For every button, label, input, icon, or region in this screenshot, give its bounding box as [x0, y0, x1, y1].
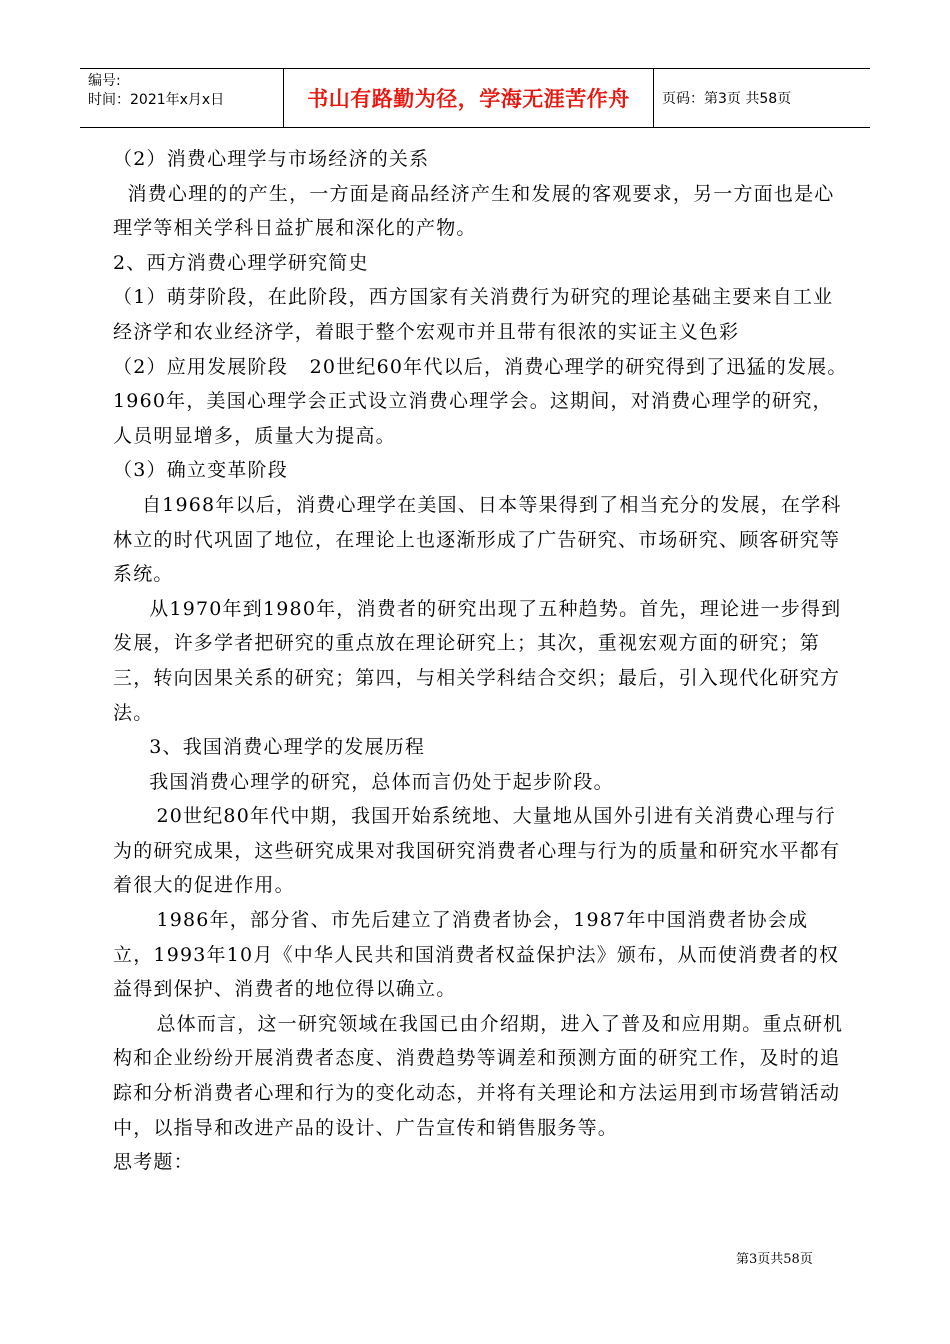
paragraph: 我国消费心理学的研究，总体而言仍处于起步阶段。	[113, 770, 614, 793]
document-body	[113, 142, 848, 1180]
paragraph: 1986年，部分省、市先后建立了消费者协会，1987年中国消费者协会成立，1993年10月《中华人民共和国消费者权益保护法》颁布，从而使消费者的权益得到保护、消费者的地位得以确立。	[113, 909, 840, 1001]
paragraph: 从1970年到1980年，消费者的研究出现了五种趋势。首先，理论进一步得到发展，许多学者把研究的重点放在理论研究上；其次，重视宏观方面的研究；第三，转向因果关系的研究；第四，与相关学科结合交织；最后，引入现代化研究方法。	[113, 597, 842, 724]
paragraph: （2）应用发展阶段 20世纪60年代以后，消费心理学的研究得到了迅猛的发展。1960年，美国心理学会正式设立消费心理学会。这期间，对消费心理学的研究，人员明显增多，质量大为提高。	[113, 355, 848, 447]
paragraph: 思考题：	[113, 1151, 194, 1174]
paragraph: （3）确立变革阶段	[113, 459, 288, 482]
header-time-label: 时间：2021年x月x日	[88, 92, 225, 108]
section-heading: 2、西方消费心理学研究简史	[113, 251, 369, 274]
header-motto-cell	[284, 69, 654, 127]
page-footer: 第3页共58页	[736, 1252, 813, 1267]
section-heading: 3、我国消费心理学的发展历程	[113, 736, 426, 759]
page-header	[80, 68, 870, 128]
header-page-info: 页码：第3页 共58页	[662, 91, 792, 107]
header-motto: 书山有路勤为径，学海无涯苦作舟	[307, 87, 630, 111]
header-number-label: 编号:	[88, 73, 121, 89]
paragraph: （1）萌芽阶段，在此阶段，西方国家有关消费行为研究的理论基础主要来自工业经济学和农业经济学，着眼于整个宏观市并且带有很浓的实证主义色彩	[113, 286, 834, 343]
paragraph: 自1968年以后，消费心理学在美国、日本等果得到了相当充分的发展，在学科林立的时代巩固了地位，在理论上也逐渐形成了广告研究、市场研究、顾客研究等系统。	[113, 493, 842, 586]
paragraph: 总体而言，这一研究领域在我国已由介绍期，进入了普及和应用期。重点研机构和企业纷纷开展消费者态度、消费趋势等调差和预测方面的研究工作，及时的追踪和分析消费者心理和行为的变化动态，并将有关理论和方法运用到市场营销活动中，以指导和改进产品的设计、广告宣传和销售服务等。	[113, 1012, 844, 1139]
paragraph: （2）消费心理学与市场经济的关系	[113, 148, 430, 170]
paragraph: 消费心理的的产生，一方面是商品经济产生和发展的客观要求，另一方面也是心理学等相关学科日益扩展和深化的产物。	[113, 182, 835, 240]
paragraph: 20世纪80年代中期，我国开始系统地、大量地从国外引进有关消费心理与行为的研究成果，这些研究成果对我国研究消费者心理与行为的质量和研究水平都有着很大的促进作用。	[113, 805, 841, 897]
header-meta	[80, 69, 284, 127]
